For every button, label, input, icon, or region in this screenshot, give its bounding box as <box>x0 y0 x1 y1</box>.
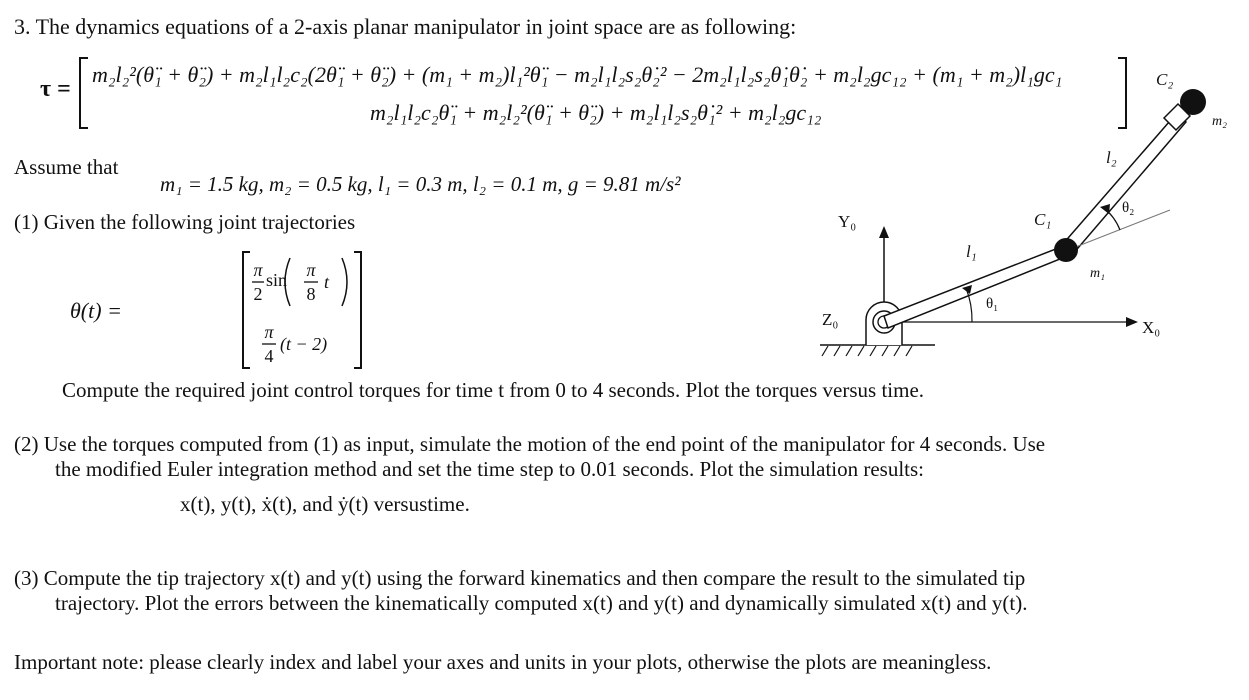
ground-hatch <box>822 346 912 356</box>
parameters: m₁ = 1.5 kg, m₂ = 0.5 kg, l₁ = 0.3 m, l₂ = 0.1 m, g = 9.81 m/s² <box>160 172 681 196</box>
row1-frac2-num: π <box>306 260 316 280</box>
theta-label: θ(t) = <box>70 298 122 323</box>
tau-symbol: τ = <box>40 76 71 102</box>
problem-heading: 3. The dynamics equations of a 2-axis planar manipulator in joint space are as following: <box>14 14 797 39</box>
part3-line1: (3) Compute the tip trajectory x(t) and y(t) using the forward kinematics and then compare the result to the simulated tip <box>14 566 1026 590</box>
label-m2: m₂ <box>1212 114 1227 129</box>
assume-label: Assume that <box>14 155 119 179</box>
part3-line2: trajectory. Plot the errors between the kinematically computed x(t) and y(t) and dynamically simulated x(t) and y(t). <box>55 591 1028 615</box>
label-l1: l₁ <box>966 242 977 261</box>
row1-frac1-den: 2 <box>253 284 263 304</box>
label-c2: C₂ <box>1156 70 1174 89</box>
label-theta2: θ₂ <box>1122 200 1135 216</box>
label-theta1: θ₁ <box>986 296 999 312</box>
label-l2: l₂ <box>1106 148 1117 167</box>
label-m1: m₁ <box>1090 266 1105 281</box>
part2-line1: (2) Use the torques computed from (1) as input, simulate the motion of the end point of the manipulator for 4 seconds. Use <box>14 432 1046 456</box>
row1-sin: sin <box>266 270 288 290</box>
mass-1 <box>1054 238 1078 262</box>
row1-t: t <box>324 272 330 292</box>
label-x0: X₀ <box>1142 318 1161 337</box>
y-axis-arrow <box>879 226 889 238</box>
label-z0: Z₀ <box>822 310 839 329</box>
row2-frac-den: 4 <box>264 346 274 366</box>
label-y0: Y₀ <box>838 212 857 231</box>
part2-plot-vars: x(t), y(t), ẋ(t), and ẏ(t) versustime. <box>180 492 470 516</box>
row2-frac-num: π <box>264 322 274 342</box>
equation-row-1: m₂l₂²(θ̈₁ + θ̈₂) + m₂l₁l₂c₂(2θ̈₁ + θ̈₂) + (m₁ + m₂)l₁²θ̈₁ − m₂l₁l₂s₂θ̇₂² − 2m₂l₁l₂s₂θ̇₁θ̇₂ + m₂l₂gc₁₂ + (m₁ + m₂)l₁gc₁ <box>92 62 1063 87</box>
link-1 <box>884 245 1070 328</box>
x-axis-arrow <box>1126 317 1138 327</box>
row2-rest: (t − 2) <box>280 334 328 354</box>
part1-label: (1) Given the following joint trajectories <box>14 210 356 234</box>
link-2 <box>1062 114 1186 255</box>
equation-row-2: m₂l₁l₂c₂θ̈₁ + m₂l₂²(θ̈₁ + θ̈₂) + m₂l₁l₂s₂θ̇₁² + m₂l₂gc₁₂ <box>370 100 822 125</box>
part2-line2: the modified Euler integration method and set the time step to 0.01 seconds. Plot the simulation results: <box>55 457 925 481</box>
part1-task: Compute the required joint control torques for time t from 0 to 4 seconds. Plot the torques versus time. <box>62 378 925 402</box>
row1-frac2-den: 8 <box>306 284 316 304</box>
row1-frac1-num: π <box>253 260 263 280</box>
important-note: Important note: please clearly index and label your axes and units in your plots, otherwise the plots are meaningless. <box>14 650 992 674</box>
label-c1: C₁ <box>1034 210 1052 229</box>
